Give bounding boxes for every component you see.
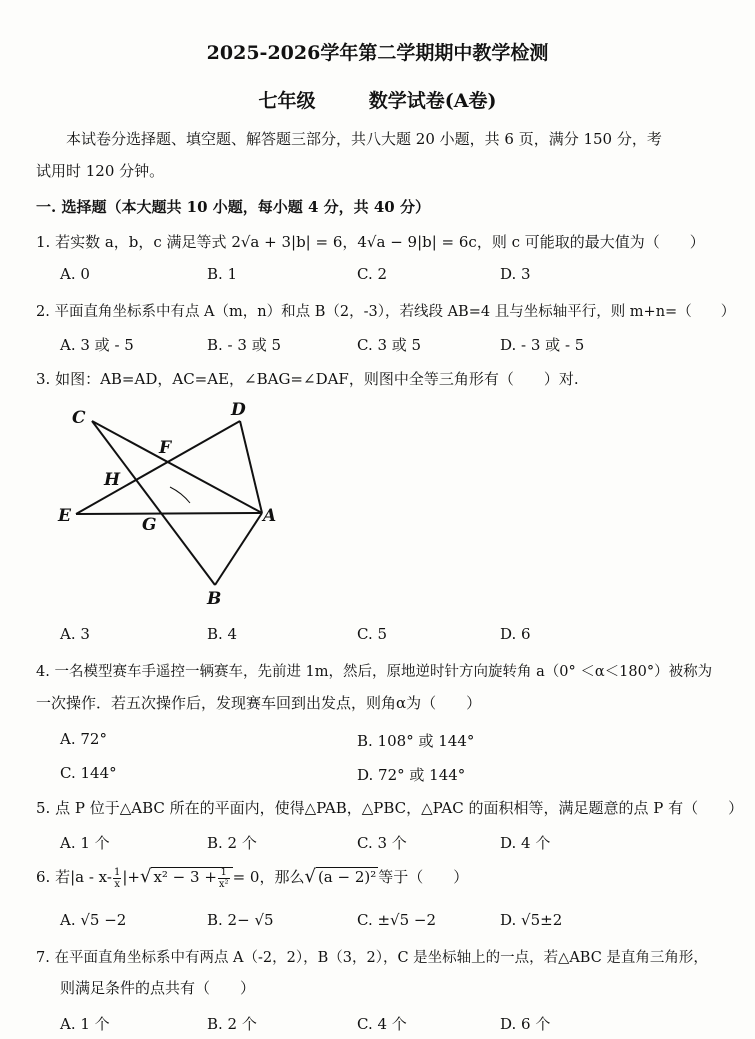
q7-option-b: B. 2 个 xyxy=(207,1015,257,1033)
q6-option-a: A. √5 −2 xyxy=(60,911,127,929)
q7-option-a: A. 1 个 xyxy=(60,1015,110,1033)
label-c: C xyxy=(72,408,86,428)
q4-option-d: D. 72° 或 144° xyxy=(357,766,466,784)
question-6-stem xyxy=(36,866,468,890)
segment-ba xyxy=(215,513,262,585)
q3-option-d: D. 6 xyxy=(500,625,531,643)
q7-option-c: C. 4 个 xyxy=(357,1015,407,1033)
q6-radicand-1 xyxy=(151,866,232,890)
q5-option-c: C. 3 个 xyxy=(357,834,407,852)
q6-text-eq: = 0，那么 xyxy=(232,868,305,886)
intro-line-1: 本试卷分选择题、填空题、解答题三部分，共八大题 20 小题，共 6 页，满分 150 分，考 xyxy=(66,130,662,148)
q5-option-a: A. 1 个 xyxy=(60,834,110,852)
q3-option-c: C. 5 xyxy=(357,625,388,643)
question-2-stem: 2. 平面直角坐标系中有点 A（m，n）和点 B（2，-3），若线段 AB=4 且与坐标轴平行，则 m+n=（ ） xyxy=(36,304,736,320)
angle-mark xyxy=(170,487,190,503)
question-7-stem-line-2: 则满足条件的点共有（ ） xyxy=(60,979,256,997)
label-g: G xyxy=(142,515,157,535)
question-5-stem: 5. 点 P 位于△ABC 所在的平面内，使得△PAB，△PBC，△PAC 的面积相等，满足题意的点 P 有（ ） xyxy=(36,799,744,817)
sqrt-icon: √ xyxy=(304,866,316,887)
q7-option-d: D. 6 个 xyxy=(500,1015,551,1033)
label-a: A xyxy=(263,506,277,526)
q1-option-b: B. 1 xyxy=(207,265,238,283)
q6-option-c: C. ±√5 −2 xyxy=(357,911,437,929)
q6-radicand-2: (a − 2)² xyxy=(317,868,377,886)
label-f: F xyxy=(159,438,172,458)
q5-option-d: D. 4 个 xyxy=(500,834,551,852)
page-title: 2025-2026学年第二学期期中教学检测 xyxy=(206,42,549,64)
paper-name: 数学试卷(A卷) xyxy=(368,90,497,112)
q2-option-c: C. 3 或 5 xyxy=(357,336,422,354)
q6-fraction-1 xyxy=(113,867,121,890)
segment-ed xyxy=(76,421,240,514)
question-7-stem-line-1: 7. 在平面直角坐标系中有两点 A（-2，2），B（3，2），C 是坐标轴上的一点，若△ABC 是直角三角形， xyxy=(36,950,708,966)
geometry-figure xyxy=(50,395,290,610)
q1-option-c: C. 2 xyxy=(357,265,388,283)
q6-text-pre: 6. 若|a - x- xyxy=(36,868,112,886)
segment-da xyxy=(240,421,262,513)
intro-line-2: 试用时 120 分钟。 xyxy=(36,162,165,180)
q6-option-b: B. 2− √5 xyxy=(207,911,274,929)
segment-ea xyxy=(76,513,262,514)
q6-fraction-2 xyxy=(218,867,230,890)
q5-option-b: B. 2 个 xyxy=(207,834,257,852)
question-3-stem: 3. 如图：AB=AD，AC=AE，∠BAG=∠DAF，则图中全等三角形有（ ）对. xyxy=(36,370,579,388)
q4-option-c: C. 144° xyxy=(60,764,117,782)
q6-option-d: D. √5±2 xyxy=(500,911,563,929)
q6-text-post: 等于（ ） xyxy=(378,868,469,886)
segment-ca xyxy=(92,421,262,513)
q1-option-d: D. 3 xyxy=(500,265,531,283)
label-b: B xyxy=(207,589,222,609)
question-4-stem-line-1: 4. 一名模型赛车手遥控一辆赛车，先前进 1m，然后，原地逆时针方向旋转角 a（0° ＜α＜180°）被称为 xyxy=(36,664,713,680)
q1-option-a: A. 0 xyxy=(60,265,90,283)
grade-label: 七年级 xyxy=(258,90,316,112)
q2-option-a: A. 3 或 - 5 xyxy=(60,336,134,354)
q6-text-mid: |+ xyxy=(122,868,140,886)
q6-frac2-den: x² xyxy=(218,878,229,890)
q4-option-a: A. 72° xyxy=(60,730,107,748)
label-h: H xyxy=(104,470,121,490)
section-heading: 一. 选择题（本大题共 10 小题，每小题 4 分，共 40 分） xyxy=(36,198,430,216)
q4-option-b: B. 108° 或 144° xyxy=(357,732,475,750)
q2-option-d: D. - 3 或 - 5 xyxy=(500,336,585,354)
q6-frac1-num: 1 xyxy=(113,866,121,878)
question-4-stem-line-2: 一次操作．若五次操作后，发现赛车回到出发点，则角α为（ ） xyxy=(36,694,482,712)
page-subtitle xyxy=(0,86,755,113)
q2-option-b: B. - 3 或 5 xyxy=(207,336,282,354)
q3-option-a: A. 3 xyxy=(60,625,90,643)
question-1-stem: 1. 若实数 a，b，c 满足等式 2√a + 3|b| = 6，4√a − 9|b| = 6c，则 c 可能取的最大值为（ ） xyxy=(36,233,705,251)
label-d: D xyxy=(231,400,246,420)
q6-frac2-num: 1 xyxy=(218,867,230,879)
q6-rad1-text: x² − 3 + xyxy=(153,868,217,886)
label-e: E xyxy=(58,506,71,526)
q6-frac1-den: x xyxy=(114,878,120,890)
sqrt-icon: √ xyxy=(139,866,152,887)
q3-option-b: B. 4 xyxy=(207,625,238,643)
